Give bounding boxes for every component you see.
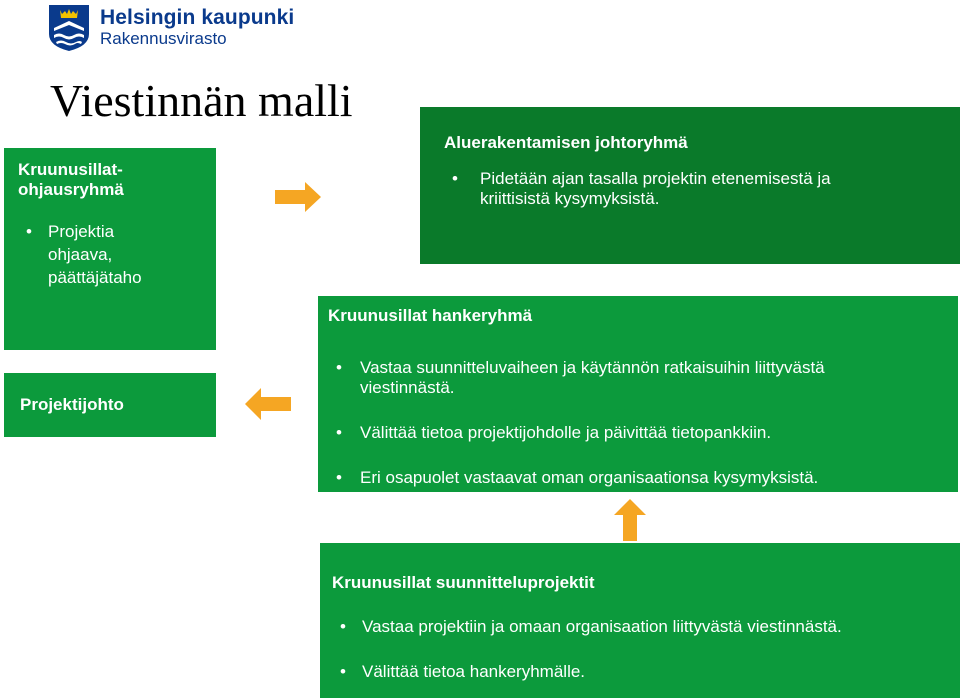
logo-line1: Helsingin kaupunki (100, 6, 295, 29)
logo-line2: Rakennusvirasto (100, 29, 227, 48)
suunnitteluprojektit-bullet-2: • Välittää tietoa hankeryhmälle. (332, 662, 948, 682)
arrow-up-icon (614, 499, 646, 541)
logo (48, 4, 308, 52)
projektijohto-box (4, 373, 216, 437)
hankeryhma-bullet-1: • Vastaa suunnitteluvaiheen ja käytännön ratkaisuihin liittyvästä viestinnästä. (328, 358, 886, 398)
arrow-left-icon (245, 388, 291, 420)
johtoryhma-title: Aluerakentamisen johtoryhmä (444, 133, 688, 152)
hankeryhma-bullet-3: • Eri osapuolet vastaavat oman organisaationsa kysymyksistä. (328, 468, 886, 488)
hankeryhma-box (318, 296, 958, 492)
helsinki-crest-icon (48, 4, 90, 52)
ohjausryhma-box (4, 148, 216, 350)
ohjausryhma-title: Kruunusillat-ohjausryhmä (18, 160, 124, 199)
page-title: Viestinnän malli (50, 75, 353, 126)
arrow-right-icon (275, 182, 321, 212)
hankeryhma-bullet-2: • Välittää tietoa projektijohdolle ja päivittää tietopankkiin. (328, 423, 886, 443)
projektijohto-title: Projektijohto (20, 395, 124, 414)
suunnitteluprojektit-bullet-1: • Vastaa projektiin ja omaan organisaation liittyvästä viestinnästä. (332, 617, 948, 637)
ohjausryhma-bullet: • Projektia ohjaava, päättäjätaho (18, 220, 178, 289)
johtoryhma-box (420, 107, 960, 264)
suunnitteluprojektit-box (320, 543, 960, 698)
suunnitteluprojektit-title: Kruunusillat suunnitteluprojektit (332, 573, 595, 592)
hankeryhma-title: Kruunusillat hankeryhmä (328, 306, 533, 325)
johtoryhma-bullet: • Pidetään ajan tasalla projektin etenemisestä ja kriittisistä kysymyksistä. (444, 169, 900, 209)
